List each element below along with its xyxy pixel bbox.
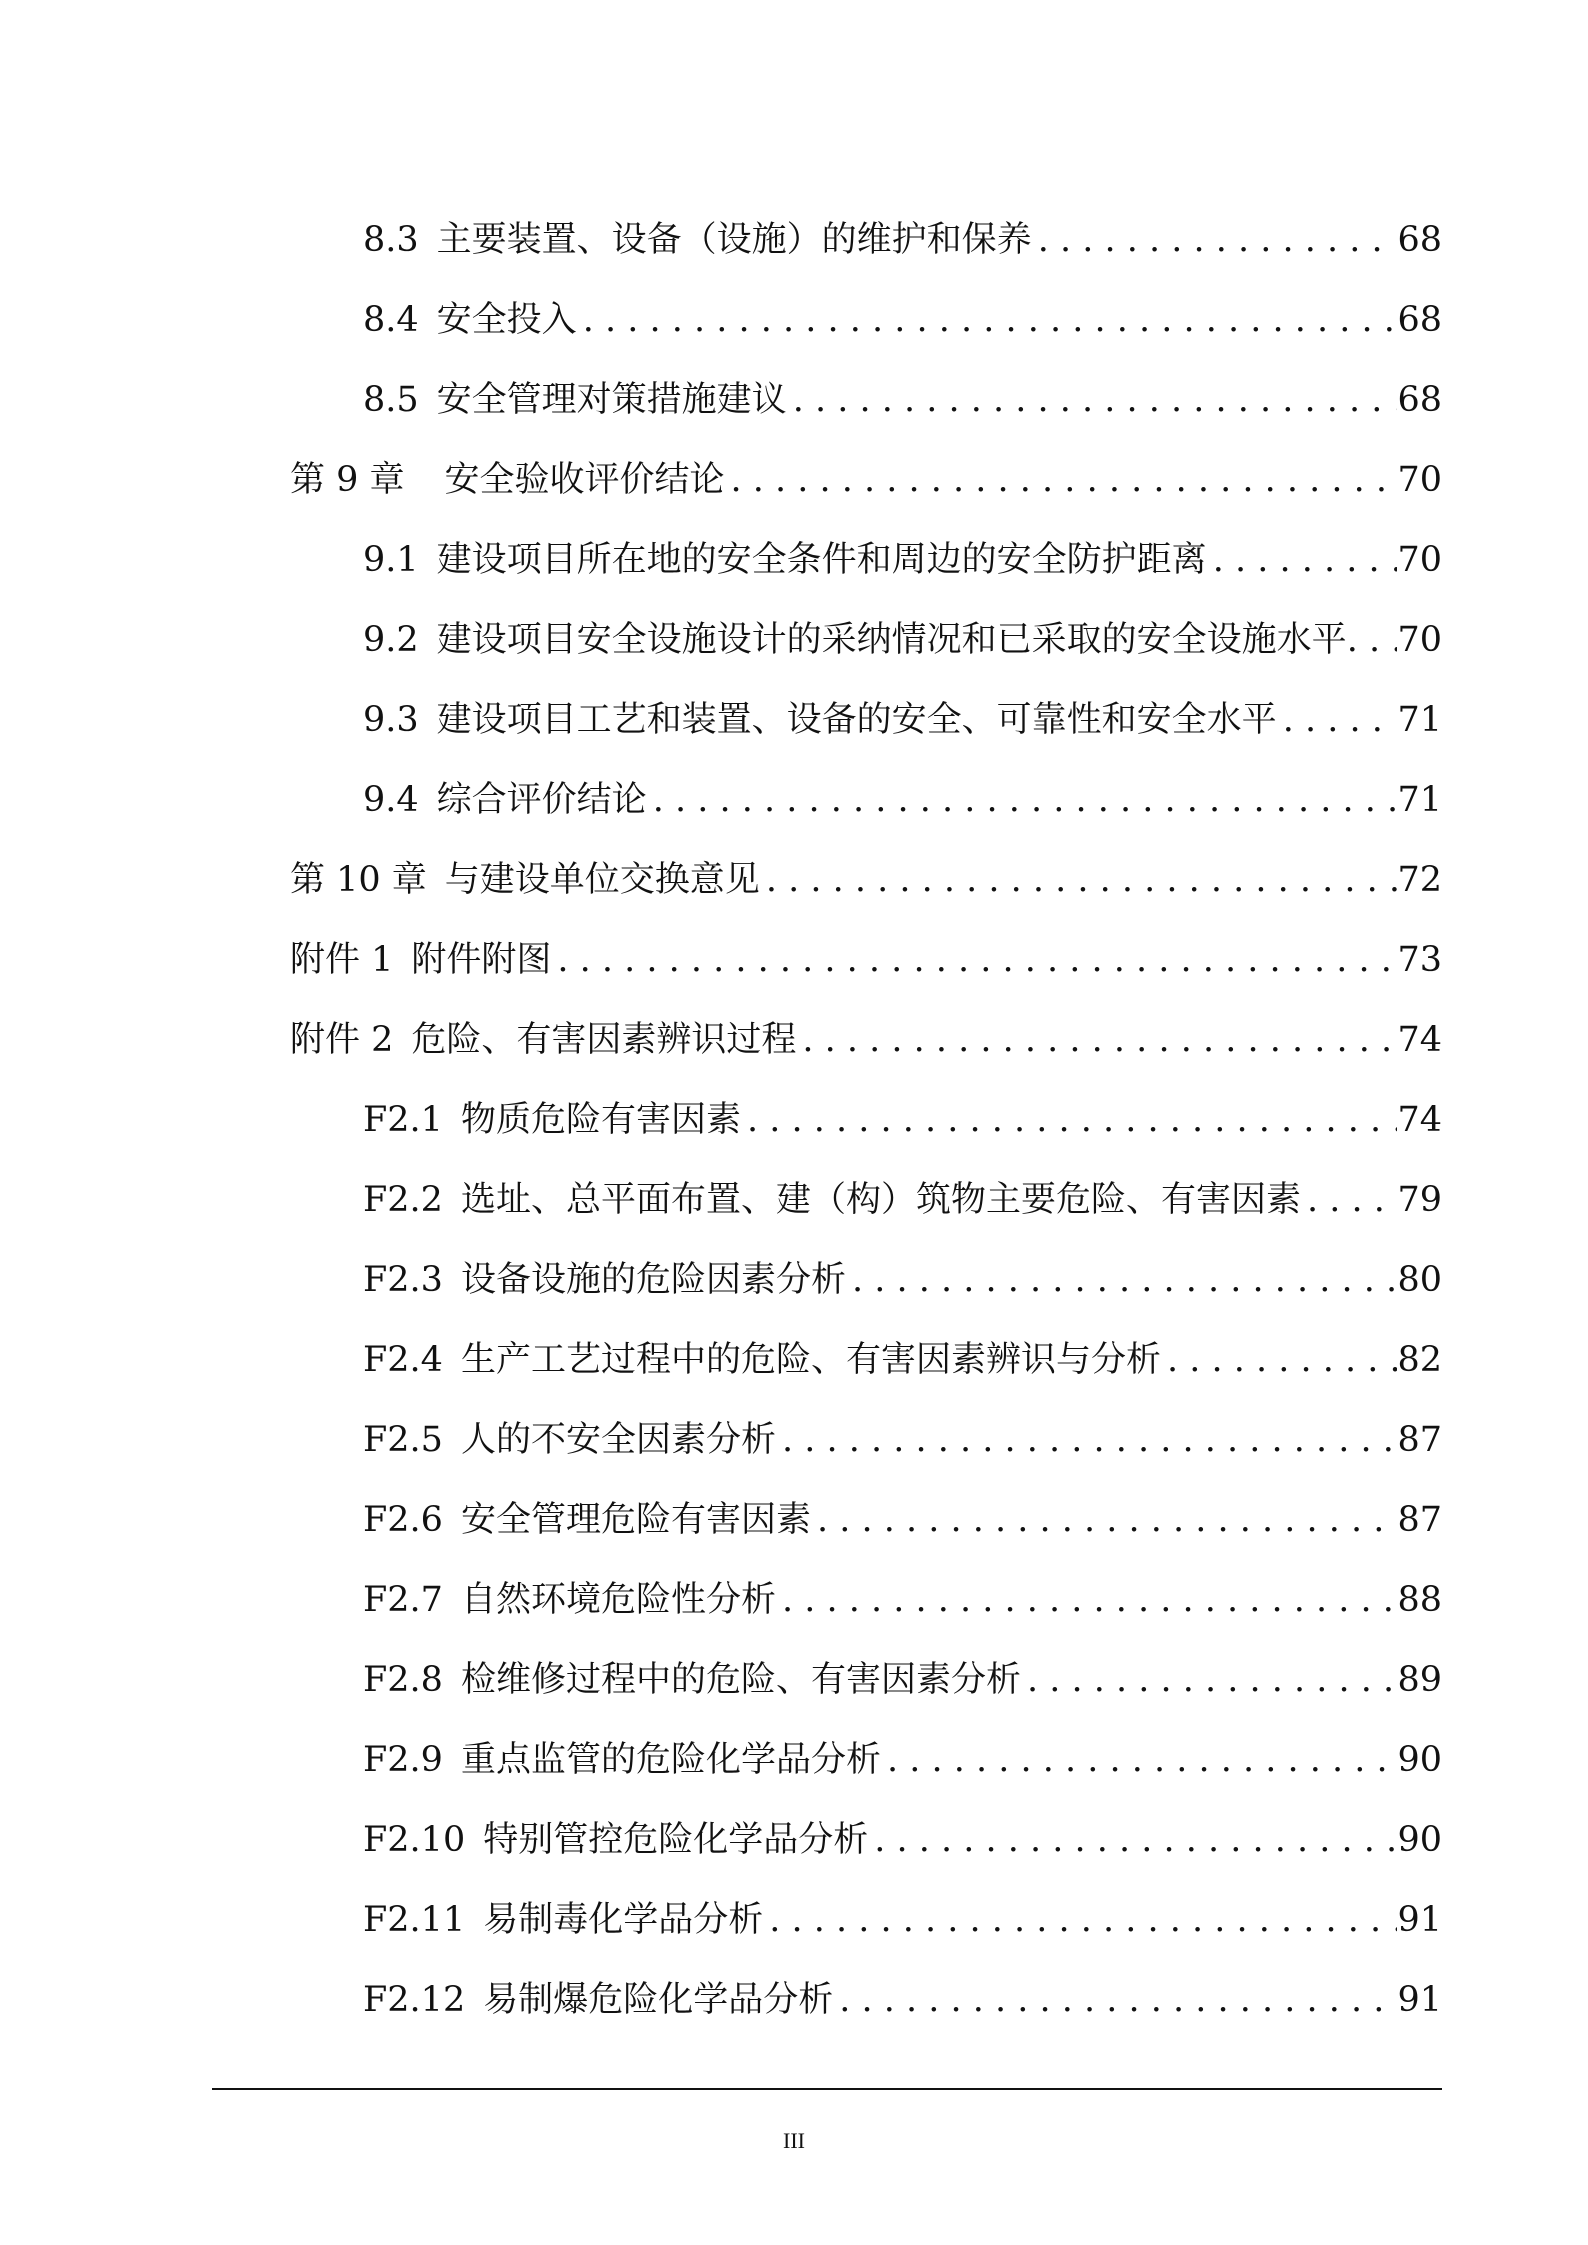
toc-entry-number: F2.5	[363, 1420, 443, 1460]
toc-entry-number: 9.1	[363, 540, 419, 580]
toc-entry-title: 物质危险有害因素	[460, 1100, 741, 1140]
dot-leader	[1301, 1160, 1397, 1240]
dot-leader	[1021, 1640, 1397, 1720]
toc-entry-title: 安全验收评价结论	[444, 460, 725, 500]
toc-entry-number: F2.6	[363, 1500, 443, 1540]
toc-entry[interactable]	[290, 1000, 1442, 1080]
toc-entry[interactable]	[363, 600, 1442, 680]
toc-entry-number: F2.9	[363, 1740, 443, 1780]
toc-entry-title: 建设项目所在地的安全条件和周边的安全防护距离	[436, 540, 1207, 580]
toc-entry[interactable]	[363, 1720, 1442, 1800]
toc-entry-page: 79	[1397, 1180, 1442, 1220]
toc-entry-title: 危险、有害因素辨识过程	[411, 1020, 797, 1060]
toc-entry[interactable]	[363, 1240, 1442, 1320]
toc-entry-page: 68	[1397, 380, 1442, 420]
toc-entry-title: 建设项目安全设施设计的采纳情况和已采取的安全设施水平	[436, 620, 1347, 660]
dot-leader	[868, 1800, 1397, 1880]
toc-entry[interactable]	[363, 680, 1442, 760]
toc-entry-number: 附件 1	[290, 940, 394, 980]
toc-entry[interactable]	[363, 1800, 1442, 1880]
toc-entry[interactable]	[363, 1480, 1442, 1560]
toc-entry-page: 89	[1397, 1660, 1442, 1700]
toc-entry-number: 9.3	[363, 700, 419, 740]
dot-leader	[725, 440, 1398, 520]
toc-entry-page: 71	[1397, 780, 1442, 820]
dot-leader	[796, 1000, 1397, 1080]
toc-entry-page: 68	[1397, 220, 1442, 260]
toc-entry-number: F2.3	[363, 1260, 443, 1300]
toc-entry-page: 72	[1397, 860, 1442, 900]
dot-leader	[741, 1080, 1397, 1160]
toc-entry[interactable]	[290, 440, 1442, 520]
dot-leader	[647, 760, 1398, 840]
toc-entry[interactable]	[363, 1960, 1442, 2040]
toc-entry[interactable]	[363, 520, 1442, 600]
toc-entry[interactable]	[363, 1160, 1442, 1240]
toc-entry[interactable]	[363, 1320, 1442, 1400]
toc-entry-page: 70	[1397, 540, 1442, 580]
toc-entry-page: 68	[1397, 300, 1442, 340]
toc-entry-number: 8.3	[363, 220, 419, 260]
page-number: III	[783, 2128, 805, 2153]
toc-entry[interactable]	[363, 760, 1442, 840]
dot-leader	[1032, 200, 1398, 280]
toc-entry-number: F2.7	[363, 1580, 443, 1620]
toc-entry[interactable]	[290, 920, 1442, 1000]
toc-entry-number: 第 9 章	[290, 460, 405, 500]
toc-entry-number: 8.5	[363, 380, 419, 420]
toc-entry-title: 设备设施的危险因素分析	[460, 1260, 846, 1300]
toc-entry-title: 人的不安全因素分析	[460, 1420, 776, 1460]
toc-entry-title: 附件附图	[411, 940, 552, 980]
dot-leader	[833, 1960, 1397, 2040]
toc-entry-number: F2.8	[363, 1660, 443, 1700]
toc-entry[interactable]	[290, 840, 1442, 920]
dot-leader	[1207, 520, 1398, 600]
toc-entry-number: 8.4	[363, 300, 419, 340]
toc-entry-title: 易制毒化学品分析	[483, 1900, 764, 1940]
toc-entry-page: 74	[1397, 1100, 1442, 1140]
toc-entry[interactable]	[363, 1080, 1442, 1160]
toc-entry-page: 80	[1397, 1260, 1442, 1300]
toc-entry[interactable]	[363, 1880, 1442, 1960]
toc-entry-page: 88	[1397, 1580, 1442, 1620]
toc-entry-title: 安全管理危险有害因素	[460, 1500, 811, 1540]
toc-entry-page: 87	[1397, 1500, 1442, 1540]
dot-leader	[846, 1240, 1397, 1320]
toc-entry-page: 82	[1397, 1340, 1442, 1380]
toc-entry-title: 与建设单位交换意见	[444, 860, 760, 900]
toc-entry-page: 90	[1397, 1820, 1442, 1860]
toc-entry-number: F2.10	[363, 1820, 466, 1860]
toc-entry-page: 74	[1397, 1020, 1442, 1060]
toc-entry-page: 70	[1397, 620, 1442, 660]
toc-entry[interactable]	[363, 280, 1442, 360]
dot-leader	[776, 1560, 1397, 1640]
toc-entry-page: 91	[1397, 1980, 1442, 2020]
dot-leader	[760, 840, 1398, 920]
toc-entry-page: 71	[1397, 700, 1442, 740]
toc-entry-title: 检维修过程中的危险、有害因素分析	[460, 1660, 1021, 1700]
footer-divider	[212, 2088, 1442, 2090]
dot-leader	[787, 360, 1398, 440]
dot-leader	[1161, 1320, 1397, 1400]
dot-leader	[776, 1400, 1397, 1480]
dot-leader	[1347, 600, 1398, 680]
toc-entry-page: 87	[1397, 1420, 1442, 1460]
toc-entry[interactable]	[363, 360, 1442, 440]
dot-leader	[551, 920, 1397, 1000]
dot-leader	[881, 1720, 1397, 1800]
toc-entry-title: 重点监管的危险化学品分析	[460, 1740, 881, 1780]
dot-leader	[1277, 680, 1398, 760]
toc-entry-title: 自然环境危险性分析	[460, 1580, 776, 1620]
toc-entry-title: 安全管理对策措施建议	[436, 380, 787, 420]
toc-entry-number: F2.11	[363, 1900, 466, 1940]
toc-entry-title: 选址、总平面布置、建（构）筑物主要危险、有害因素	[460, 1180, 1301, 1220]
toc-entry[interactable]	[363, 1400, 1442, 1480]
toc-entry-page: 70	[1397, 460, 1442, 500]
toc-entry-title: 生产工艺过程中的危险、有害因素辨识与分析	[460, 1340, 1161, 1380]
toc-entry[interactable]	[363, 200, 1442, 280]
toc-entry-page: 91	[1397, 1900, 1442, 1940]
toc-entry-number: 9.4	[363, 780, 419, 820]
toc-entry-title: 综合评价结论	[436, 780, 647, 820]
toc-entry-number: F2.12	[363, 1980, 466, 2020]
toc-entry-title: 安全投入	[436, 300, 577, 340]
toc-entry-number: 附件 2	[290, 1020, 394, 1060]
toc-entry[interactable]	[363, 1640, 1442, 1720]
toc-entry-number: F2.4	[363, 1340, 443, 1380]
toc-entry-title: 易制爆危险化学品分析	[483, 1980, 834, 2020]
dot-leader	[811, 1480, 1397, 1560]
dot-leader	[577, 280, 1398, 360]
toc-entry-title: 建设项目工艺和装置、设备的安全、可靠性和安全水平	[436, 700, 1277, 740]
toc-entry-title: 特别管控危险化学品分析	[483, 1820, 869, 1860]
toc-entry-number: F2.2	[363, 1180, 443, 1220]
toc-entry-page: 90	[1397, 1740, 1442, 1780]
dot-leader	[763, 1880, 1397, 1960]
toc-entry-number: 第 10 章	[290, 860, 427, 900]
toc-entry-number: 9.2	[363, 620, 419, 660]
toc-entry-number: F2.1	[363, 1100, 443, 1140]
toc-entry[interactable]	[363, 1560, 1442, 1640]
toc-entry-page: 73	[1397, 940, 1442, 980]
toc-entry-title: 主要装置、设备（设施）的维护和保养	[436, 220, 1032, 260]
